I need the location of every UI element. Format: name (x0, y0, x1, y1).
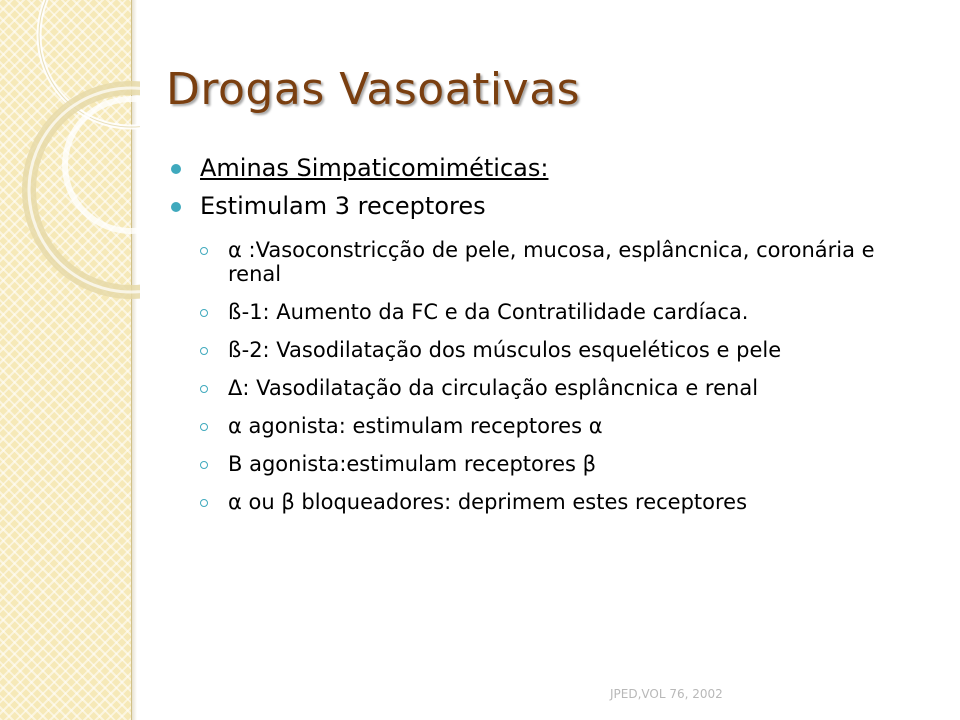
sub-bullet-item (198, 490, 898, 514)
sub-bullet-item (198, 452, 898, 476)
bullet-item (171, 192, 931, 220)
large-ring-outline (39, 0, 140, 127)
circle-bullet-icon (200, 247, 208, 255)
bullet-dot-icon (171, 202, 181, 212)
sub-bullet-text: α ou β bloqueadores: deprimem estes receptores (228, 490, 748, 514)
sub-bullet-item (198, 338, 898, 362)
small-ring (65, 99, 140, 231)
slide-title: Drogas Vasoativas (166, 64, 581, 115)
decorative-circles (0, 0, 140, 330)
circle-bullet-icon (200, 499, 208, 507)
circle-bullet-icon (200, 423, 208, 431)
bullet-item (171, 154, 931, 182)
sub-bullet-text: ß-1: Aumento da FC e da Contratilidade cardíaca. (228, 300, 749, 324)
main-bullet-list (171, 154, 931, 230)
sub-bullet-item (198, 376, 898, 400)
circle-bullet-icon (200, 347, 208, 355)
bullet-text: Aminas Simpaticomiméticas: (200, 154, 549, 182)
circle-bullet-icon (200, 385, 208, 393)
circle-bullet-icon (200, 461, 208, 469)
sub-bullet-text: α :Vasoconstricção de pele, mucosa, esplâncnica, coronária e renal (228, 238, 875, 286)
sub-bullet-text: ß-2: Vasodilatação dos músculos esqueléticos e pele (228, 338, 782, 362)
sub-bullet-item (198, 238, 898, 286)
sub-bullet-text: B agonista:estimulam receptores β (228, 452, 597, 476)
sub-bullet-item (198, 300, 898, 324)
sub-bullet-item (198, 414, 898, 438)
bullet-text: Estimulam 3 receptores (200, 192, 486, 220)
large-ring (39, 0, 140, 127)
sub-bullet-list (198, 238, 898, 528)
slide-footer-citation: JPED,VOL 76, 2002 (610, 687, 723, 701)
sub-bullet-text: Δ: Vasodilatação da circulação esplâncnica e renal (228, 376, 759, 400)
sub-bullet-text: α agonista: estimulam receptores α (228, 414, 603, 438)
circle-bullet-icon (200, 309, 208, 317)
bullet-dot-icon (171, 164, 181, 174)
